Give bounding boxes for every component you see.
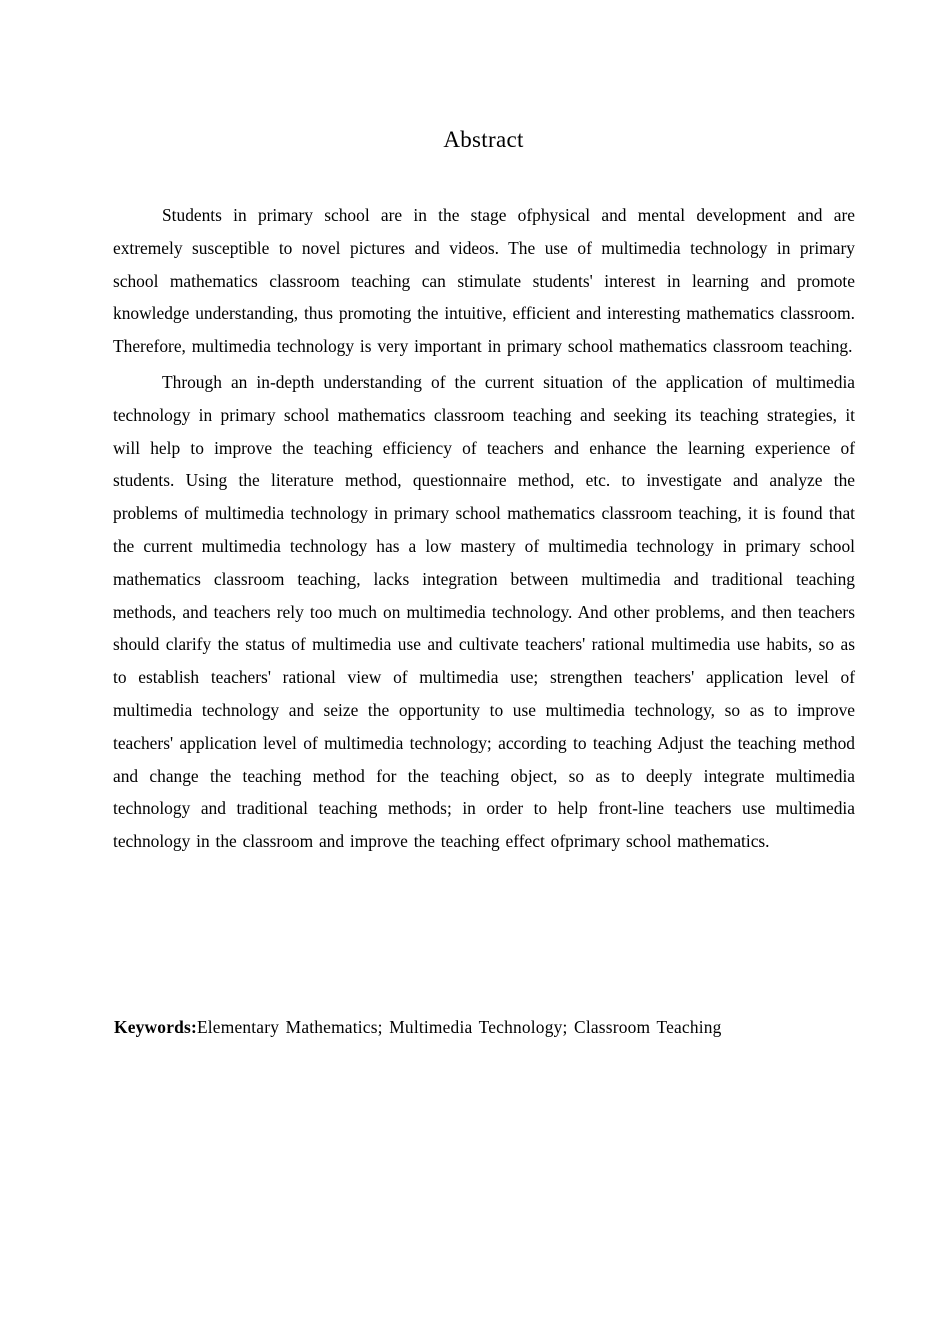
abstract-title: Abstract <box>443 127 524 152</box>
keywords-text: Elementary Mathematics; Multimedia Technology; Classroom Teaching <box>196 1017 722 1037</box>
abstract-paragraph-2: Through an in-depth understanding of the current situation of the application of multimedia technology in primary school mathematics classroom teaching and seeking its teaching strategies, it will help to improve the teaching efficiency of teachers and enhance the learning experience of students. Using the literature method, questionnaire method, etc. to investigate and analyze the problems of multimedia technology in primary school mathematics classroom teaching, it is found that the current multimedia technology has a low mastery of multimedia technology in primary school mathematics classroom teaching, lacks integration between multimedia and traditional teaching methods, and teachers rely too much on multimedia technology. And other problems, and then teachers should clarify the status of multimedia use and cultivate teachers' rational multimedia use habits, so as to establish teachers' rational view of multimedia use; strengthen teachers' application level of multimedia technology and seize the opportunity to use multimedia technology, so as to improve teachers' application level of multimedia technology; according to teaching Adjust the teaching method and change the teaching method for the teaching object, so as to deeply integrate multimedia technology and traditional teaching methods; in order to help front-line teachers use multimedia technology in the classroom and improve the teaching effect ofprimary school mathematics. <box>113 371 855 852</box>
abstract-body <box>113 199 855 861</box>
keywords-line <box>114 1012 859 1042</box>
abstract-paragraph-1: Students in primary school are in the stage ofphysical and mental development and are extremely susceptible to novel pictures and videos. The use of multimedia technology in primary school mathematics classroom teaching can stimulate students' interest in learning and promote knowledge understanding, thus promoting the intuitive, efficient and interesting mathematics classroom. Therefore, multimedia technology is very important in primary school mathematics classroom teaching. <box>113 205 855 357</box>
keywords-label: Keywords: <box>114 1017 197 1037</box>
